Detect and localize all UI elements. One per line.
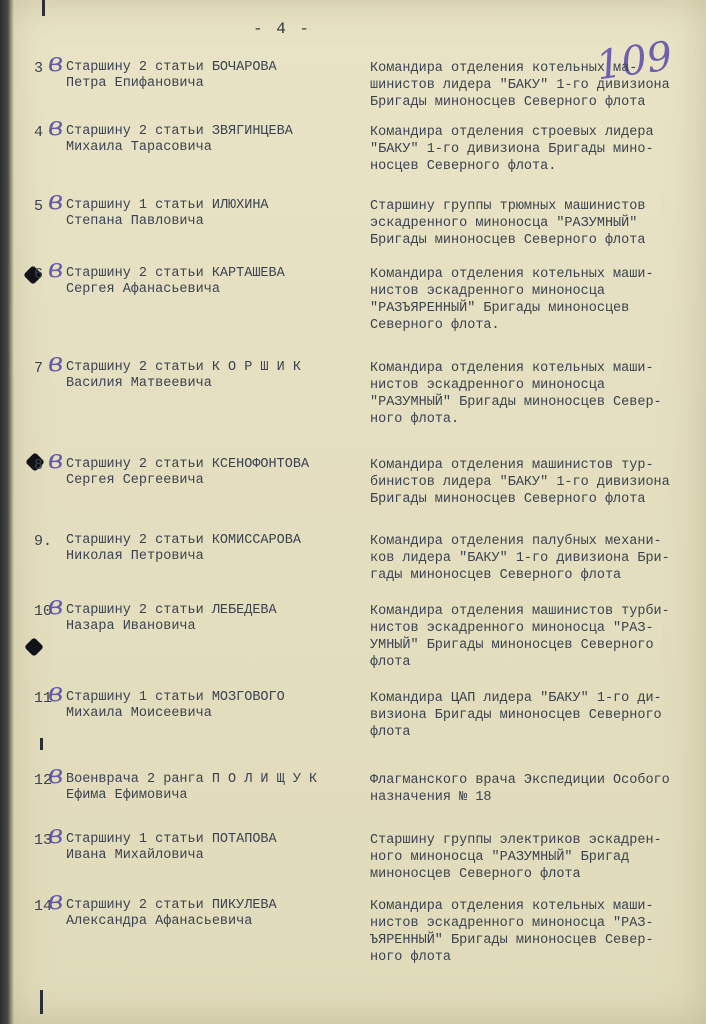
binding-edge bbox=[0, 0, 14, 1024]
awardee-name: Старшину 2 статьи ПИКУЛЕВА Александра Афанасьевича bbox=[66, 898, 277, 929]
entry-number: 14 bbox=[34, 898, 53, 915]
awardee-name: Старшину 2 статьи КАРТАШЕВА Сергея Афанасьевича bbox=[66, 266, 285, 297]
awardee-position: Командира отделения машинистов тур- бинистов лидера "БАКУ" 1-го дивизиона Бригады миноносцев Северного флота bbox=[370, 458, 670, 507]
awardee-position: Командира отделения палубных механи- ков лидера "БАКУ" 1-го дивизиона Бри- гады миноносцев Северного флота bbox=[370, 534, 670, 583]
entry-number: 3 bbox=[34, 60, 44, 77]
handwritten-mark: в bbox=[48, 760, 64, 790]
entry-number: 13 bbox=[34, 832, 53, 849]
awardee-name: Старшину 2 статьи ЗВЯГИНЦЕВА Михаила Тарасовича bbox=[66, 124, 293, 155]
awardee-position: Командира отделения строевых лидера "БАКУ" 1-го дивизиона Бригады мино- носцев Северного флота. bbox=[370, 125, 654, 174]
awardee-name: Военврача 2 ранга П О Л И Щ У К Ефима Ефимовича bbox=[66, 772, 318, 803]
entry-number: 11 bbox=[34, 690, 53, 707]
entry-number: 8 bbox=[34, 457, 44, 474]
handwritten-mark: в bbox=[48, 591, 64, 621]
entry-number: 10 bbox=[34, 603, 53, 620]
handwritten-mark: в bbox=[48, 254, 64, 284]
handwritten-page-stamp: 109 bbox=[593, 33, 676, 90]
awardee-position: Командира отделения котельных ма- шинистов лидера "БАКУ" 1-го дивизиона Бригады миноносцев Северного флота bbox=[370, 61, 670, 110]
awardee-position: Командира отделения котельных маши- нистов эскадренного миноносца "РАЗЪЯРЕННЫЙ" Бригады миноносцев Северного флота. bbox=[370, 267, 654, 333]
awardee-position: Старшину группы электриков эскадрен- ного миноносца "РАЗУМНЫЙ" Бригад миноносцев Северного флота bbox=[370, 833, 662, 882]
entry-number: 6 bbox=[34, 266, 44, 283]
entry-number: 12 bbox=[34, 772, 53, 789]
awardee-position: Командира ЦАП лидера "БАКУ" 1-го ди- визиона Бригады миноносцев Северного флота bbox=[370, 691, 662, 740]
entry-number: 7 bbox=[34, 360, 44, 377]
awardee-name: Старшину 2 статьи КОМИССАРОВА Николая Петровича bbox=[66, 533, 301, 564]
awardee-position: Старшину группы трюмных машинистов эскадренного миноносца "РАЗУМНЫЙ" Бригады миноносцев Северного флота bbox=[370, 199, 646, 248]
awardee-name: Старшину 1 статьи ИЛЮХИНА Степана Павловича bbox=[66, 198, 269, 229]
awardee-name: Старшину 1 статьи ПОТАПОВА Ивана Михайловича bbox=[66, 832, 277, 863]
awardee-name: Старшину 2 статьи К О Р Ш И К Василия Матвеевича bbox=[66, 360, 301, 391]
binding-tick bbox=[40, 990, 43, 1014]
handwritten-mark: в bbox=[48, 886, 64, 916]
entry-number: 5 bbox=[34, 198, 44, 215]
handwritten-mark: в bbox=[48, 445, 64, 475]
awardee-position: Командира отделения котельных маши- нистов эскадренного миноносца "РАЗ- ЪЯРЕННЫЙ" Бригады миноносцев Север- ного флота bbox=[370, 899, 654, 965]
awardee-name: Старшину 2 статьи БОЧАРОВА Петра Епифановича bbox=[66, 60, 277, 91]
awardee-position: Флагманского врача Экспедиции Особого назначения № 18 bbox=[370, 773, 670, 805]
handwritten-mark: в bbox=[48, 48, 64, 78]
awardee-position: Командира отделения котельных маши- нистов эскадренного миноносца "РАЗУМНЫЙ" Бригады миноносцев Север- ного флота. bbox=[370, 361, 662, 427]
awardee-name: Старшину 2 статьи КСЕНОФОНТОВА Сергея Сергеевича bbox=[66, 457, 310, 488]
handwritten-mark: в bbox=[48, 112, 64, 142]
page-number: - 4 - bbox=[252, 20, 311, 38]
awardee-position: Командира отделения машинистов турби- нистов эскадренного миноносца "РАЗ- УМНЫЙ" Бригады миноносцев Северного флота bbox=[370, 604, 670, 670]
binding-tick bbox=[40, 738, 43, 750]
entry-number: 9. bbox=[34, 533, 53, 550]
awardee-name: Старшину 1 статьи МОЗГОВОГО Михаила Моисеевича bbox=[66, 690, 285, 721]
handwritten-mark: в bbox=[48, 820, 64, 850]
entry-number: 4 bbox=[34, 124, 44, 141]
handwritten-mark: в bbox=[48, 186, 64, 216]
handwritten-mark: в bbox=[48, 348, 64, 378]
binding-tick bbox=[42, 0, 45, 16]
handwritten-mark: в bbox=[48, 678, 64, 708]
awardee-name: Старшину 2 статьи ЛЕБЕДЕВА Назара Ивановича bbox=[66, 603, 277, 634]
